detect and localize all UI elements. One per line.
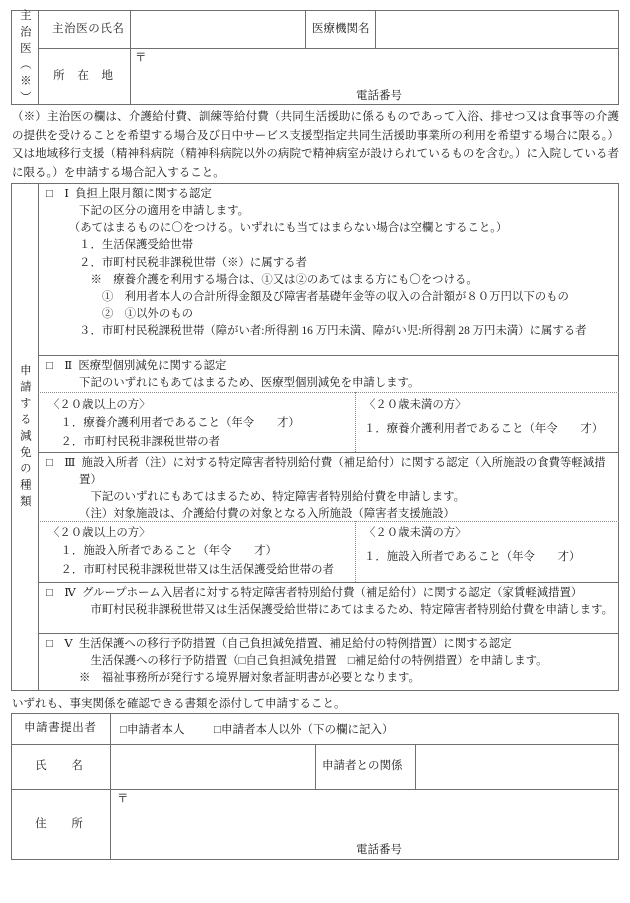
section-III-right-item-0[interactable]: １．施設入所者であること（年令 才） bbox=[364, 551, 581, 564]
applicant-submitter-label: 申請書提出者 bbox=[24, 722, 97, 735]
section-I-line-0: 下記の区分の適用を申請します。 bbox=[79, 205, 249, 218]
medical-institution-value[interactable] bbox=[381, 10, 615, 48]
section-III[interactable] bbox=[46, 455, 614, 524]
section-II-left-item-1[interactable]: ２．市町村民税非課税世帯の者 bbox=[60, 435, 221, 448]
section-II-sub-right[interactable] bbox=[364, 396, 616, 439]
doctor-table-vline-1 bbox=[38, 10, 39, 105]
section-I[interactable] bbox=[46, 186, 614, 340]
section-I-line-7[interactable]: ３．市町村民税課税世帯（障がい者:所得割 16 万円未満、障がい児:所得割 28 万円未満）に属する者 bbox=[79, 325, 587, 338]
checkbox-section-V[interactable]: □ bbox=[46, 638, 53, 650]
section-II-right-item-0[interactable]: １．療養介護利用者であること（年令 才） bbox=[364, 423, 604, 436]
section-III-roman: Ⅲ bbox=[64, 457, 76, 469]
applicant-relation-label: 申請者との関係 bbox=[322, 760, 403, 773]
section-II-roman: Ⅱ bbox=[64, 360, 73, 372]
doctor-postal-mark: 〒 bbox=[135, 52, 147, 64]
section-II-left-item-0[interactable]: １．療養介護利用者であること（年令 才） bbox=[60, 417, 300, 430]
section-I-line-2[interactable]: １．生活保護受給世帯 bbox=[79, 239, 193, 252]
section-III-left-item-1[interactable]: ２．市町村民税非課税世帯又は生活保護受給世帯の者 bbox=[60, 563, 334, 576]
section-II-header bbox=[46, 358, 614, 375]
section-III-line-0: 下記のいずれにもあてはまるため、特定障害者特別給付費を申請します。 bbox=[90, 491, 465, 504]
doctor-address-value[interactable] bbox=[136, 64, 614, 86]
doctor-address-label: 所 在 地 bbox=[53, 70, 114, 83]
main-sep-III-IV bbox=[38, 582, 619, 583]
section-III-left-item-0[interactable]: １．施設入所者であること（年令 才） bbox=[60, 545, 277, 558]
section-I-line-4: ※ 療養介護を利用する場合は、①又は②のあてはまる方にも〇をつける。 bbox=[90, 273, 478, 286]
section-I-line-5[interactable]: ① 利用者本人の合計所得金額及び障害者基礎年金等の収入の合計額が８０万円以下のもの bbox=[101, 290, 569, 303]
applicant-name-value[interactable] bbox=[116, 744, 311, 789]
applicant-table-vline-2 bbox=[315, 744, 316, 789]
section-I-roman: Ⅰ bbox=[64, 188, 69, 200]
main-sep-I-II bbox=[38, 355, 619, 356]
section-IV[interactable] bbox=[46, 585, 614, 619]
doctor-table-vline-4 bbox=[375, 10, 376, 48]
section-IV-header bbox=[46, 585, 614, 602]
section-II[interactable] bbox=[46, 358, 614, 392]
applicant-name-label: 氏 名 bbox=[35, 760, 84, 773]
section-V-line-1: ※ 福祉事務所が発行する境界層対象者証明書が必要となります。 bbox=[79, 672, 420, 685]
applicant-relation-value[interactable] bbox=[421, 744, 614, 789]
applicant-table-vline-3 bbox=[415, 744, 416, 789]
attach-note: いずれも、事実関係を確認できる書類を添付して申請すること。 bbox=[12, 698, 346, 710]
section-II-sub-left[interactable] bbox=[48, 396, 348, 451]
section-II-title: 医療型個別減免に関する認定 bbox=[78, 360, 227, 372]
doctor-vertical-label: 主治医（※） bbox=[18, 8, 31, 107]
medical-institution-label: 医療機関名 bbox=[312, 22, 370, 35]
main-sep-II-III bbox=[38, 452, 619, 453]
section-I-title: 負担上限月額に関する認定 bbox=[75, 188, 212, 200]
section-III-title: 施設入所者（注）に対する特定障害者特別給付費（補足給付）に関する認定（入所施設の食費等軽減措置） bbox=[79, 457, 606, 487]
section-IV-line-0: 市町村民税非課税世帯又は生活保護受給世帯にあてはまるため、特定障害者特別給付費を申請します。 bbox=[90, 604, 614, 617]
section-V-header bbox=[46, 636, 614, 653]
main-subsplit-III bbox=[355, 521, 356, 582]
section-V-title: 生活保護への移行予防措置（自己負担減免措置、補足給付の特例措置）に関する認定 bbox=[78, 638, 512, 650]
main-subsplit-II bbox=[355, 392, 356, 452]
applicant-postal-mark: 〒 bbox=[117, 793, 129, 805]
section-III-left-heading: 〈２０歳以上の方〉 bbox=[48, 527, 151, 539]
section-IV-title: グループホーム入居者に対する特定障害者特別給付費（補足給付）に関する認定（家賃軽減措置） bbox=[82, 587, 583, 599]
checkbox-section-I[interactable]: □ bbox=[46, 188, 53, 200]
doctor-table-vline-3 bbox=[305, 10, 306, 48]
section-II-line-0: 下記のいずれにもあてはまるため、医療型個別減免を申請します。 bbox=[79, 377, 420, 390]
section-III-sub-right[interactable] bbox=[364, 524, 616, 567]
main-vertical-label: 申請する減免の種類 bbox=[18, 363, 31, 511]
applicant-option-other[interactable]: □申請者本人以外（下の欄に記入） bbox=[214, 724, 394, 736]
doctor-name-value[interactable] bbox=[136, 10, 301, 48]
doctor-tel-label: 電話番号 bbox=[356, 90, 402, 102]
doctor-note-paragraph: （※）主治医の欄は、介護給付費、訓練等給付費（共同生活援助に係るものであって入浴、排せつ又は食事等の介護の提供を受けることを希望する場合及び日中サービス支援型指定共同生活援助事業所の利用を希望する場合に限る。）又は地域移行支援（精神科病院（精神科病院以外の病院で精神病室が設けられているものを含む。）に入院している者に限る。）を申請する場合記入すること。 bbox=[12, 111, 619, 179]
applicant-tel-label: 電話番号 bbox=[356, 844, 402, 856]
section-III-header bbox=[46, 455, 614, 489]
section-V[interactable] bbox=[46, 636, 614, 687]
section-III-right-heading: 〈２０歳未満の方〉 bbox=[364, 527, 467, 539]
section-IV-roman: Ⅳ bbox=[64, 587, 76, 599]
section-I-line-3[interactable]: ２．市町村民税非課税世帯（※）に属する者 bbox=[79, 256, 307, 269]
applicant-address-label: 住 所 bbox=[35, 818, 84, 831]
checkbox-section-II[interactable]: □ bbox=[46, 360, 53, 372]
applicant-option-self[interactable]: □申請者本人 bbox=[120, 724, 185, 736]
section-V-roman: Ⅴ bbox=[64, 638, 73, 650]
main-table-vline-left bbox=[38, 183, 39, 691]
section-III-sub-left[interactable] bbox=[48, 524, 348, 579]
section-V-line-0[interactable]: 生活保護への移行予防措置（□自己負担減免措置 □補足給付の特例措置）を申請します。 bbox=[90, 655, 548, 668]
section-I-line-1: （あてはまるものに〇をつける。いずれにも当てはまらない場合は空欄とすること。） bbox=[68, 222, 508, 235]
section-I-header bbox=[46, 186, 614, 203]
checkbox-section-III[interactable]: □ bbox=[46, 457, 53, 469]
doctor-name-label: 主治医の氏名 bbox=[52, 22, 125, 35]
applicant-address-value[interactable] bbox=[118, 808, 614, 834]
section-I-line-6[interactable]: ② ①以外のもの bbox=[101, 307, 193, 320]
checkbox-section-IV[interactable]: □ bbox=[46, 587, 53, 599]
section-II-right-heading: 〈２０歳未満の方〉 bbox=[364, 399, 467, 411]
section-III-line-1: （注）対象施設は、介護給付費の対象となる入所施設（障害者支援施設） bbox=[79, 508, 455, 521]
main-sep-IV-V bbox=[38, 633, 619, 634]
section-II-left-heading: 〈２０歳以上の方〉 bbox=[48, 399, 151, 411]
